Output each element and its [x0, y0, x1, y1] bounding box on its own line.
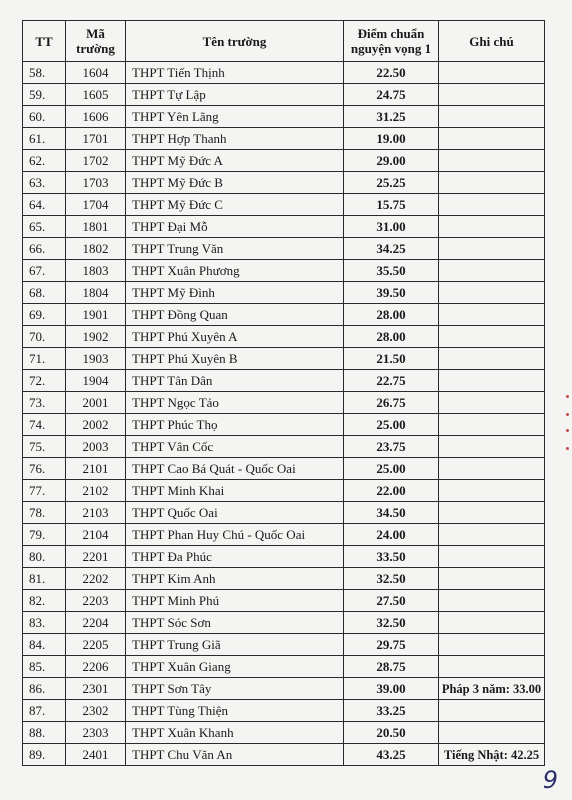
cutoff-score: 32.50 [344, 568, 439, 590]
school-code: 2401 [66, 744, 126, 766]
school-name: THPT Hợp Thanh [126, 128, 344, 150]
school-code: 2302 [66, 700, 126, 722]
note [439, 700, 545, 722]
row-index: 85. [23, 656, 66, 678]
school-code: 2205 [66, 634, 126, 656]
row-index: 65. [23, 216, 66, 238]
school-code: 1704 [66, 194, 126, 216]
row-index: 80. [23, 546, 66, 568]
table-row [23, 260, 545, 282]
school-name: THPT Ngọc Tảo [126, 392, 344, 414]
table-row [23, 722, 545, 744]
school-code: 2003 [66, 436, 126, 458]
school-name: THPT Đồng Quan [126, 304, 344, 326]
row-index: 61. [23, 128, 66, 150]
school-name: THPT Sơn Tây [126, 678, 344, 700]
school-code: 1605 [66, 84, 126, 106]
page-number: 9 [542, 766, 558, 794]
school-code: 2103 [66, 502, 126, 524]
table-row [23, 414, 545, 436]
row-index: 74. [23, 414, 66, 436]
school-name: THPT Sóc Sơn [126, 612, 344, 634]
note [439, 128, 545, 150]
cutoff-score: 25.00 [344, 458, 439, 480]
note [439, 480, 545, 502]
school-name: THPT Tùng Thiện [126, 700, 344, 722]
table-row [23, 700, 545, 722]
table-row [23, 480, 545, 502]
cutoff-score: 39.50 [344, 282, 439, 304]
school-code: 1801 [66, 216, 126, 238]
table-row [23, 304, 545, 326]
row-index: 87. [23, 700, 66, 722]
note [439, 194, 545, 216]
school-code: 2001 [66, 392, 126, 414]
school-name: THPT Phan Huy Chú - Quốc Oai [126, 524, 344, 546]
table-row [23, 656, 545, 678]
table-row [23, 238, 545, 260]
school-name: THPT Mỹ Đức A [126, 150, 344, 172]
school-code: 2101 [66, 458, 126, 480]
school-code: 1606 [66, 106, 126, 128]
header-note: Ghi chú [439, 21, 545, 62]
note: Tiếng Nhật: 42.25 [439, 744, 545, 766]
school-code: 1702 [66, 150, 126, 172]
table-row [23, 392, 545, 414]
row-index: 72. [23, 370, 66, 392]
cutoff-score: 15.75 [344, 194, 439, 216]
school-name: THPT Tự Lập [126, 84, 344, 106]
row-index: 58. [23, 62, 66, 84]
cutoff-score: 34.25 [344, 238, 439, 260]
row-index: 76. [23, 458, 66, 480]
table-row [23, 150, 545, 172]
school-code: 1901 [66, 304, 126, 326]
row-index: 63. [23, 172, 66, 194]
cutoff-score: 26.75 [344, 392, 439, 414]
table-row [23, 744, 545, 766]
school-code: 2002 [66, 414, 126, 436]
school-code: 2204 [66, 612, 126, 634]
school-name: THPT Phú Xuyên B [126, 348, 344, 370]
school-name: THPT Trung Giã [126, 634, 344, 656]
table-row [23, 590, 545, 612]
school-code: 2102 [66, 480, 126, 502]
note [439, 502, 545, 524]
note [439, 370, 545, 392]
cutoff-score: 28.00 [344, 326, 439, 348]
cutoff-score: 32.50 [344, 612, 439, 634]
row-index: 68. [23, 282, 66, 304]
note: Pháp 3 năm: 33.00 [439, 678, 545, 700]
school-name: THPT Mỹ Đức C [126, 194, 344, 216]
cutoff-score: 22.50 [344, 62, 439, 84]
cutoff-score: 24.00 [344, 524, 439, 546]
note [439, 392, 545, 414]
cutoff-score: 35.50 [344, 260, 439, 282]
cutoff-score: 28.75 [344, 656, 439, 678]
cutoff-score: 22.00 [344, 480, 439, 502]
note [439, 722, 545, 744]
table-row [23, 84, 545, 106]
school-name: THPT Trung Văn [126, 238, 344, 260]
row-index: 84. [23, 634, 66, 656]
table-row [23, 634, 545, 656]
note [439, 656, 545, 678]
table-row [23, 216, 545, 238]
school-name: THPT Xuân Phương [126, 260, 344, 282]
table-row [23, 172, 545, 194]
table-row [23, 612, 545, 634]
row-index: 64. [23, 194, 66, 216]
school-name: THPT Mỹ Đức B [126, 172, 344, 194]
cutoff-score: 28.00 [344, 304, 439, 326]
header-tt: TT [23, 21, 66, 62]
note [439, 458, 545, 480]
cutoff-score: 33.25 [344, 700, 439, 722]
school-name: THPT Xuân Giang [126, 656, 344, 678]
note [439, 172, 545, 194]
school-name: THPT Đại Mỗ [126, 216, 344, 238]
school-name: THPT Phúc Thọ [126, 414, 344, 436]
cutoff-score: 31.25 [344, 106, 439, 128]
school-code: 2104 [66, 524, 126, 546]
row-index: 89. [23, 744, 66, 766]
school-code: 1902 [66, 326, 126, 348]
school-code: 1604 [66, 62, 126, 84]
row-index: 70. [23, 326, 66, 348]
school-name: THPT Tân Dân [126, 370, 344, 392]
cutoff-score: 19.00 [344, 128, 439, 150]
table-row [23, 194, 545, 216]
school-code: 2301 [66, 678, 126, 700]
cutoff-score: 25.00 [344, 414, 439, 436]
cutoff-score: 29.75 [344, 634, 439, 656]
school-name: THPT Xuân Khanh [126, 722, 344, 744]
school-name: THPT Chu Văn An [126, 744, 344, 766]
note [439, 282, 545, 304]
note [439, 436, 545, 458]
note [439, 238, 545, 260]
school-name: THPT Yên Lãng [126, 106, 344, 128]
row-index: 86. [23, 678, 66, 700]
table-row [23, 568, 545, 590]
cutoff-score: 29.00 [344, 150, 439, 172]
table-row [23, 128, 545, 150]
note [439, 590, 545, 612]
school-name: THPT Đa Phúc [126, 546, 344, 568]
admission-score-table [22, 20, 545, 766]
table-row [23, 282, 545, 304]
header-school-name: Tên trường [126, 21, 344, 62]
cutoff-score: 39.00 [344, 678, 439, 700]
school-code: 1701 [66, 128, 126, 150]
row-index: 69. [23, 304, 66, 326]
note [439, 62, 545, 84]
note [439, 150, 545, 172]
note [439, 634, 545, 656]
row-index: 59. [23, 84, 66, 106]
cutoff-score: 31.00 [344, 216, 439, 238]
row-index: 79. [23, 524, 66, 546]
note [439, 414, 545, 436]
school-code: 2303 [66, 722, 126, 744]
school-name: THPT Phú Xuyên A [126, 326, 344, 348]
row-index: 82. [23, 590, 66, 612]
cutoff-score: 27.50 [344, 590, 439, 612]
table-row [23, 678, 545, 700]
cutoff-score: 20.50 [344, 722, 439, 744]
table-row [23, 326, 545, 348]
note [439, 348, 545, 370]
row-index: 60. [23, 106, 66, 128]
cutoff-score: 22.75 [344, 370, 439, 392]
row-index: 77. [23, 480, 66, 502]
note [439, 546, 545, 568]
cutoff-score: 34.50 [344, 502, 439, 524]
table-row [23, 436, 545, 458]
school-code: 1802 [66, 238, 126, 260]
row-index: 83. [23, 612, 66, 634]
row-index: 88. [23, 722, 66, 744]
row-index: 62. [23, 150, 66, 172]
score-table-sheet [22, 20, 544, 766]
school-code: 1804 [66, 282, 126, 304]
note [439, 612, 545, 634]
row-index: 66. [23, 238, 66, 260]
note [439, 216, 545, 238]
row-index: 73. [23, 392, 66, 414]
cutoff-score: 33.50 [344, 546, 439, 568]
table-row [23, 62, 545, 84]
school-code: 2202 [66, 568, 126, 590]
row-index: 67. [23, 260, 66, 282]
school-code: 2203 [66, 590, 126, 612]
school-code: 2201 [66, 546, 126, 568]
header-school-code: Mã trường [66, 21, 126, 62]
table-row [23, 546, 545, 568]
row-index: 75. [23, 436, 66, 458]
school-code: 1703 [66, 172, 126, 194]
cutoff-score: 25.25 [344, 172, 439, 194]
school-name: THPT Vân Cốc [126, 436, 344, 458]
note [439, 524, 545, 546]
table-header-row [23, 21, 545, 62]
cutoff-score: 43.25 [344, 744, 439, 766]
note [439, 568, 545, 590]
school-name: THPT Tiến Thịnh [126, 62, 344, 84]
school-code: 1904 [66, 370, 126, 392]
row-index: 81. [23, 568, 66, 590]
school-code: 2206 [66, 656, 126, 678]
note [439, 84, 545, 106]
school-name: THPT Mỹ Đình [126, 282, 344, 304]
table-row [23, 106, 545, 128]
school-code: 1903 [66, 348, 126, 370]
note [439, 106, 545, 128]
table-row [23, 458, 545, 480]
school-name: THPT Minh Khai [126, 480, 344, 502]
school-code: 1803 [66, 260, 126, 282]
note [439, 260, 545, 282]
cutoff-score: 21.50 [344, 348, 439, 370]
note [439, 304, 545, 326]
row-index: 71. [23, 348, 66, 370]
table-body [23, 62, 545, 766]
school-name: THPT Quốc Oai [126, 502, 344, 524]
row-index: 78. [23, 502, 66, 524]
edge-stain-decoration [566, 395, 570, 455]
school-name: THPT Minh Phú [126, 590, 344, 612]
table-row [23, 370, 545, 392]
table-row [23, 348, 545, 370]
cutoff-score: 24.75 [344, 84, 439, 106]
table-row [23, 502, 545, 524]
table-row [23, 524, 545, 546]
header-cutoff-score: Điểm chuẩn nguyện vọng 1 [344, 21, 439, 62]
cutoff-score: 23.75 [344, 436, 439, 458]
note [439, 326, 545, 348]
school-name: THPT Kim Anh [126, 568, 344, 590]
school-name: THPT Cao Bá Quát - Quốc Oai [126, 458, 344, 480]
